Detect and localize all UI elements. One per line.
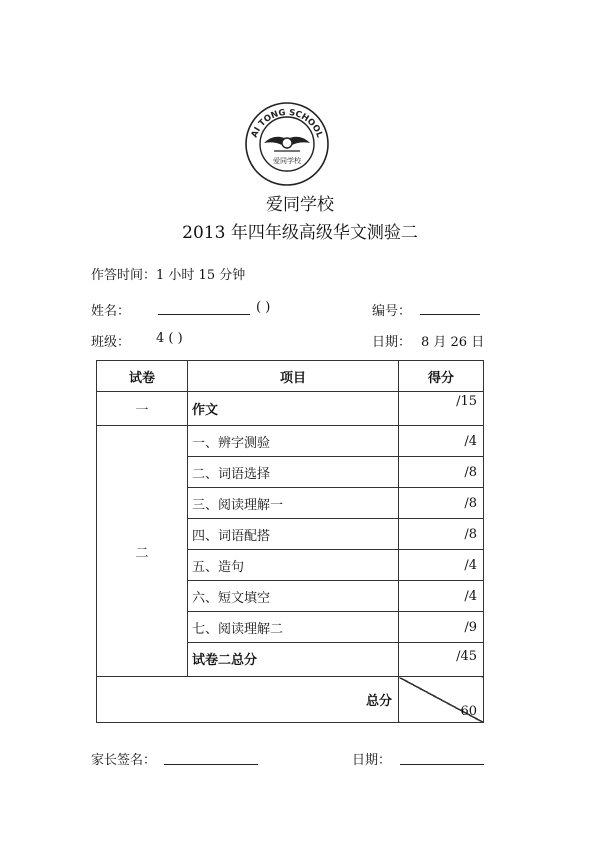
paper2-item-5: 五、造句: [188, 550, 399, 581]
score-table: [96, 360, 484, 723]
date-label: 日期：: [372, 335, 412, 350]
paper2-score-5: /4: [399, 550, 484, 581]
paper2-item-1: 一、辨字测验: [188, 426, 399, 457]
paper2-score-3: /8: [399, 488, 484, 519]
footer-date-label: 日期：: [352, 753, 392, 768]
paper2-score-7: /9: [399, 612, 484, 643]
duration-value: 1 小时 15 分钟: [156, 268, 246, 283]
paper2-score-4: /8: [399, 519, 484, 550]
paper2-score-2: /8: [399, 457, 484, 488]
header-score: 得分: [399, 361, 484, 392]
paper2-item-4: 四、词语配搭: [188, 519, 399, 550]
paper2-score-1: /4: [399, 426, 484, 457]
paper1-item: 作文: [188, 392, 399, 426]
duration-row: [91, 264, 245, 283]
logo-ring-text: AI TONG SCHOOL: [249, 107, 325, 140]
paper2-subtotal-label: 试卷二总分: [188, 643, 399, 677]
name-label: 姓名：: [91, 304, 131, 319]
table-row: [97, 426, 484, 457]
class-value: 4 ( ): [156, 331, 183, 346]
name-paren: ( ): [256, 300, 271, 315]
school-logo: [244, 101, 330, 187]
total-score: 60: [399, 677, 484, 723]
total-cell: [97, 677, 399, 723]
table-row: [97, 392, 484, 426]
table-header-row: [97, 361, 484, 392]
duration-label: 作答时间：: [91, 268, 157, 283]
total-label: 总分: [365, 694, 392, 709]
class-label: 班级：: [91, 335, 131, 350]
date-value: 8 月 26 日: [421, 335, 485, 350]
header-paper: 试卷: [97, 361, 188, 392]
paper2-label: 二: [97, 426, 188, 677]
paper2-score-6: /4: [399, 581, 484, 612]
parent-sign-field[interactable]: [164, 750, 258, 765]
school-name: 爱同学校: [266, 195, 334, 215]
table-row: [97, 677, 484, 723]
paper2-item-6: 六、短文填空: [188, 581, 399, 612]
paper2-item-2: 二、词语选择: [188, 457, 399, 488]
paper2-item-7: 七、阅读理解二: [188, 612, 399, 643]
header-item: 项目: [188, 361, 399, 392]
paper2-subtotal-score: /45: [399, 643, 484, 677]
footer-date-field[interactable]: [400, 750, 484, 765]
paper1-label: 一: [97, 392, 188, 426]
parent-sign-label: 家长签名：: [91, 753, 157, 768]
paper2-item-3: 三、阅读理解一: [188, 488, 399, 519]
paper1-score: /15: [399, 392, 484, 426]
exam-title: 2013 年四年级高级华文测验二: [182, 223, 418, 243]
number-field[interactable]: [420, 300, 480, 315]
logo-inner-text: 爱同学校: [273, 157, 301, 165]
number-label: 编号：: [372, 304, 412, 319]
name-field[interactable]: [158, 300, 250, 315]
